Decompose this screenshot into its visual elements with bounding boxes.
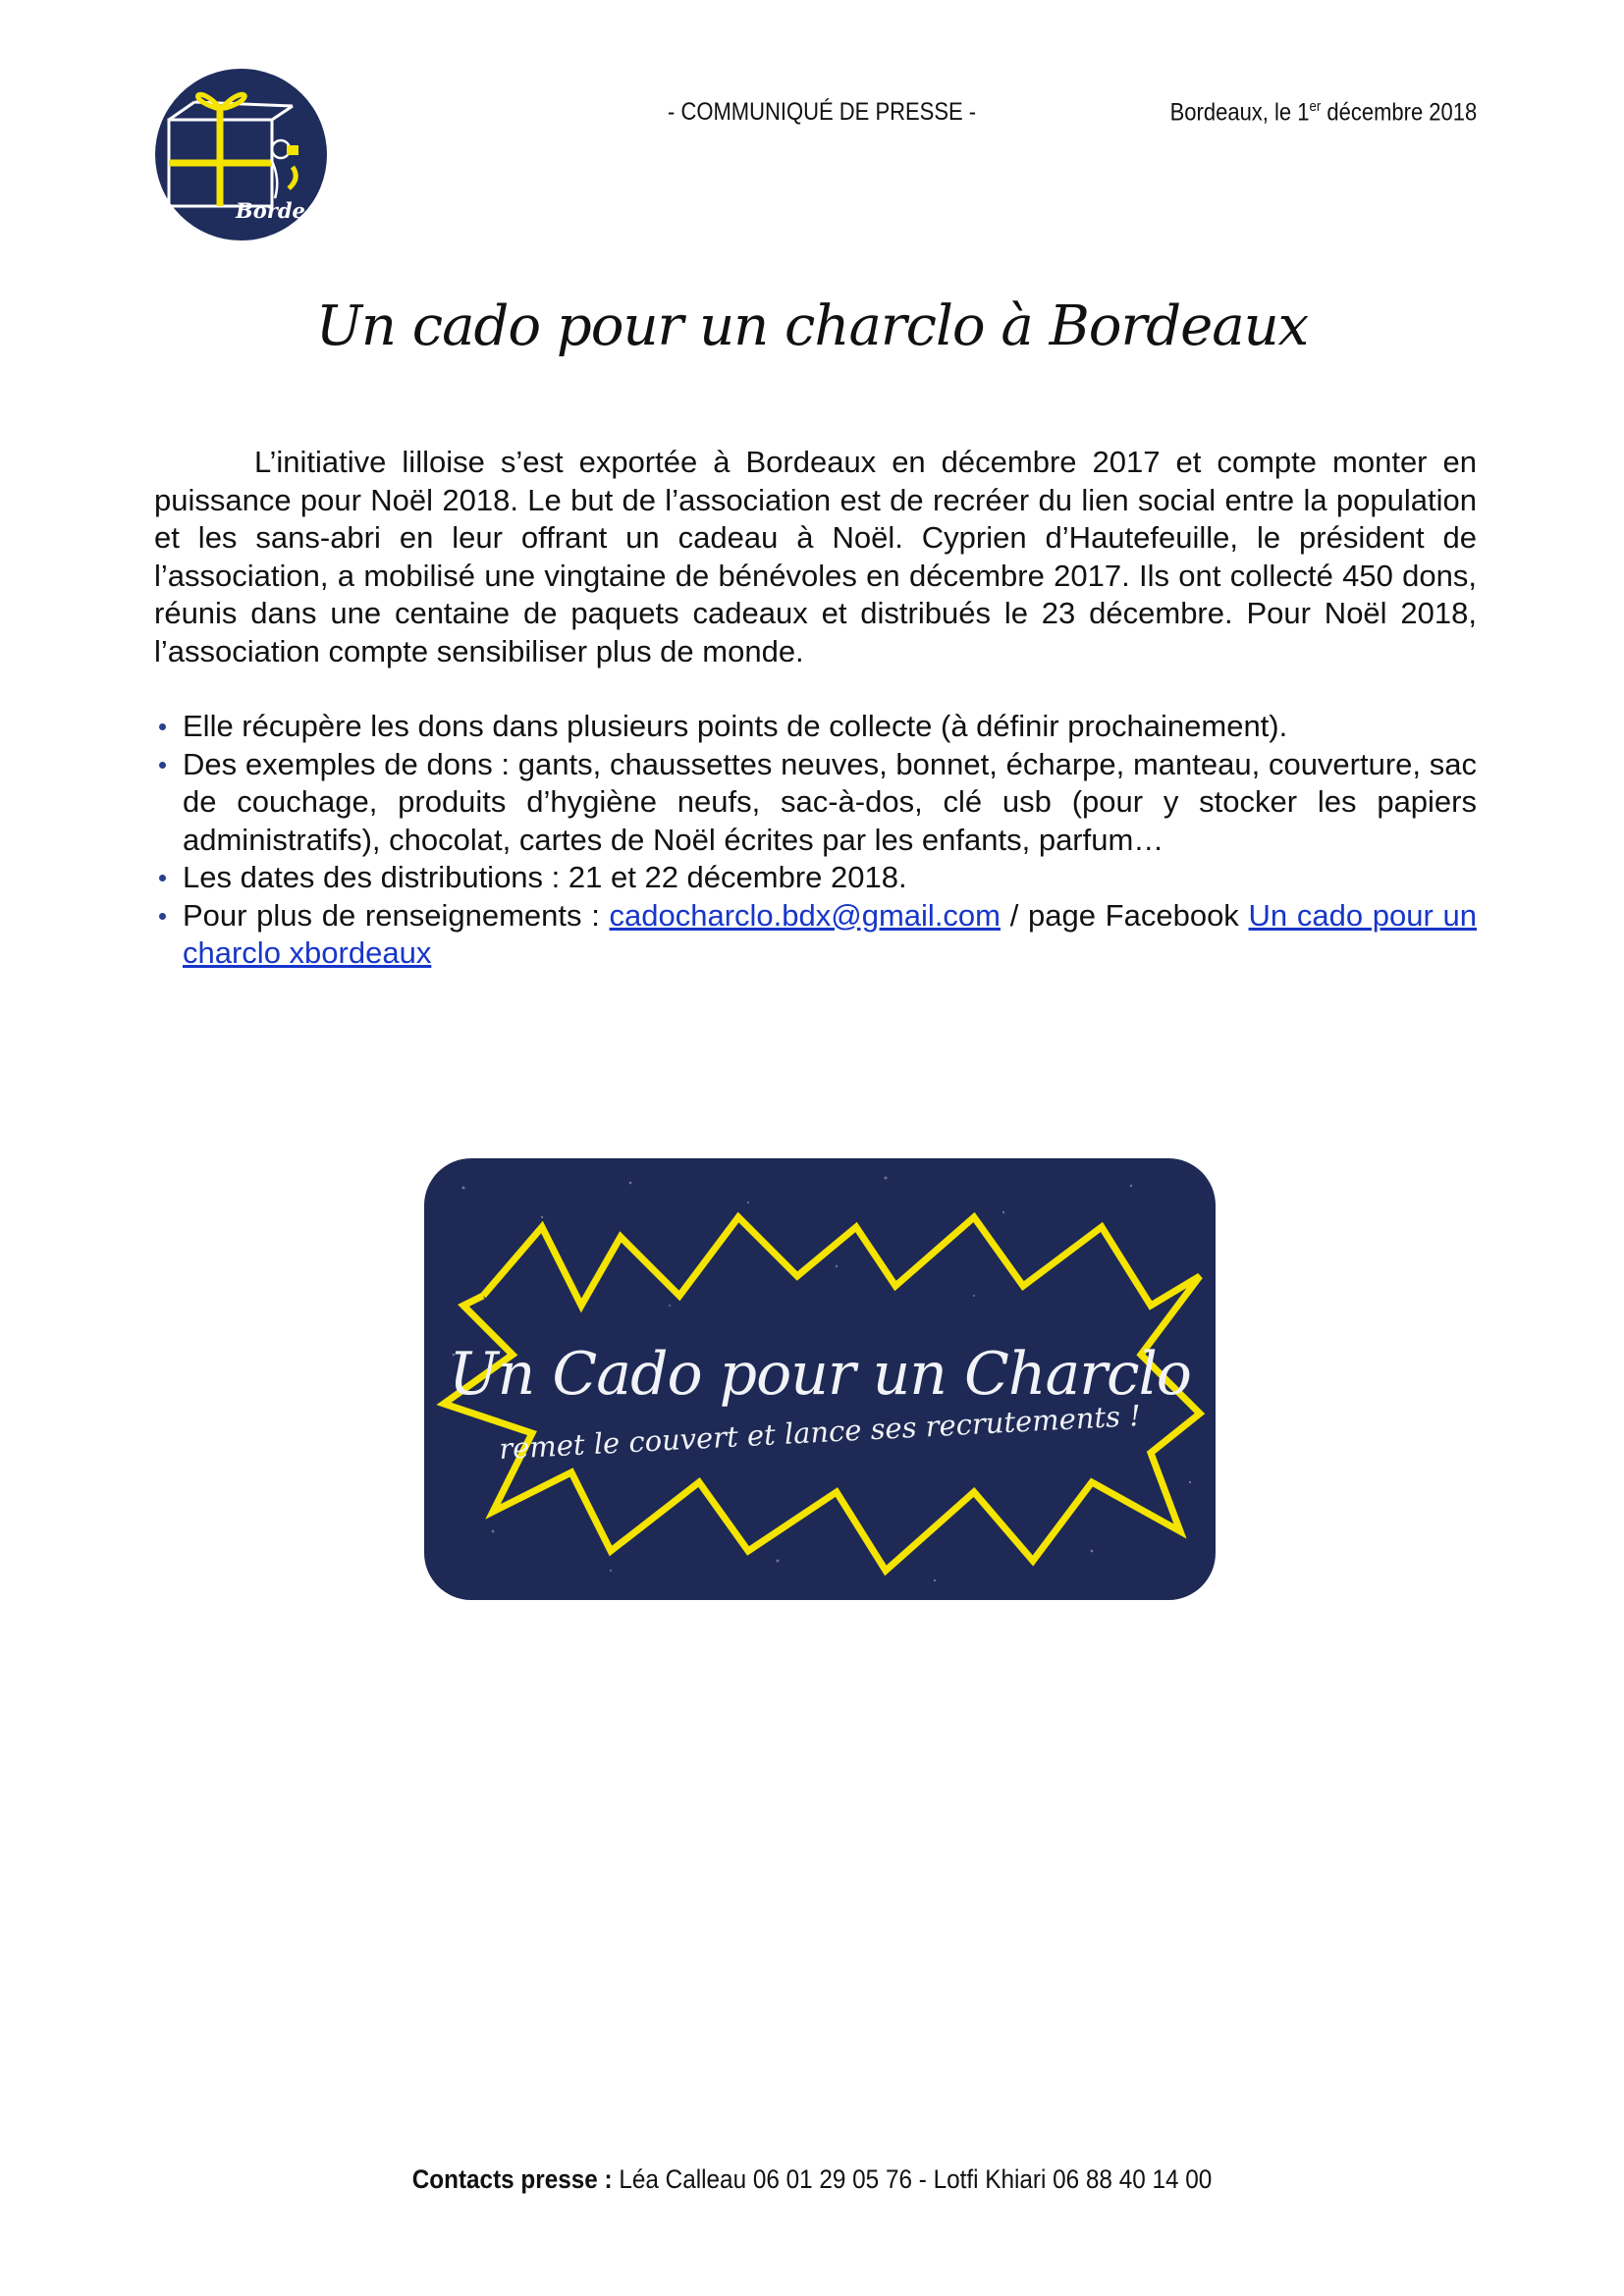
list-item: Les dates des distributions : 21 et 22 décembre 2018.	[183, 859, 1477, 897]
contacts-label: Contacts presse :	[411, 2164, 613, 2194]
contact-prefix: Pour plus de renseignements :	[183, 897, 610, 933]
facebook-link[interactable]: Un cado pour un charclo xbordeaux	[183, 897, 1477, 970]
banner-title: Un Cado pour un Charclo	[449, 1340, 1191, 1409]
intro-paragraph: L’initiative lilloise s’est exportée à Bordeaux en décembre 2017 et compte monter en puissance pour Noël 2018. Le but de l’association est de recréer du lien social entre la population et les sans-abri en leur offrant un cadeau à Noël. Cyprien d’Hautefeuille, le président de l’association, a mobilisé une vingtaine de bénévoles en décembre 2017. Ils ont collecté 450 dons, réunis dans une centaine de paquets cadeaux et distribués le 23 décembre. Pour Noël 2018, l’association compte sensibiliser plus de monde.	[154, 445, 1477, 668]
list-item: Des exemples de dons : gants, chaussettes neuves, bonnet, écharpe, manteau, couverture, sac de couchage, produits d’hygiène neufs, sac-à-dos, clé usb (pour y stocker les papiers administratifs), chocolat, cartes de Noël écrites par les enfants, parfum…	[183, 746, 1477, 860]
logo-text: Bordeaux	[236, 198, 347, 223]
list-item	[183, 897, 1477, 973]
association-logo	[155, 69, 347, 240]
page-title: Un cado pour un charclo à Bordeaux	[315, 294, 1309, 358]
date-prefix: Bordeaux, le 1	[1169, 98, 1310, 127]
press-contacts	[81, 2164, 1543, 2195]
contacts-details: Léa Calleau 06 01 29 05 76 - Lotfi Khiari 06 88 40 14 00	[612, 2164, 1213, 2194]
list-item: Elle récupère les dons dans plusieurs points de collecte (à définir prochainement).	[183, 708, 1477, 746]
bullet-list	[154, 708, 1477, 973]
facebook-prefix: / page Facebook	[1001, 897, 1249, 933]
press-release-label: - COMMUNIQUÉ DE PRESSE -	[668, 98, 977, 126]
banner-subtitle: remet le couvert et lance ses recrutements !	[498, 1398, 1142, 1467]
email-link[interactable]: cadocharclo.bdx@gmail.com	[609, 897, 1001, 933]
dateline	[1169, 98, 1477, 127]
date-suffix: décembre 2018	[1320, 98, 1477, 127]
campaign-banner	[424, 1158, 1216, 1600]
date-superscript: er	[1309, 98, 1321, 115]
body-text	[154, 444, 1477, 973]
